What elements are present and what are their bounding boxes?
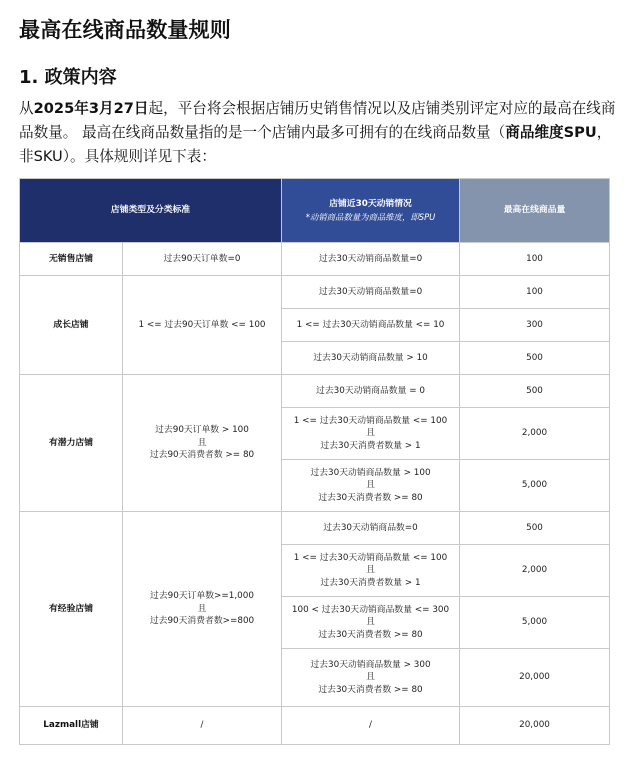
header-sales-activity — [282, 179, 460, 243]
criteria-line: 过去90天消费者数>=800 — [149, 616, 255, 627]
header-sales-note: *动销商品数量为商品维度，即SPU — [305, 211, 436, 222]
max-listings-cell: 20,000 — [460, 707, 610, 745]
sales-condition-cell — [282, 408, 460, 460]
max-listings-cell: 500 — [460, 375, 610, 408]
max-listings-cell: 100 — [460, 243, 610, 276]
sales-condition-line: 1 <= 过去30天动销商品数量 <= 100 — [293, 552, 448, 563]
sales-condition-line: 过去30天动销商品数量 > 100 — [310, 467, 431, 478]
sales-condition-line: 过去30天动销商品数量 > 300 — [310, 659, 431, 670]
rules-table — [19, 178, 610, 745]
store-type-cell: Lazmall店铺 — [20, 707, 123, 745]
intro-text-2: 起，平台将会根据店铺历史销售情况以及店铺类别评定对应的最高在线商品数量。 最高在线商品数量指的是一个店铺内最多可拥有的在线商品数量（ — [19, 100, 616, 141]
sales-condition-line: 且 — [366, 428, 375, 439]
table-row — [20, 375, 610, 408]
sales-condition-line: 1 <= 过去30天动销商品数量 <= 10 — [296, 319, 445, 330]
max-listings-cell: 500 — [460, 342, 610, 375]
intro-effective-date: 2025年3月27日 — [33, 100, 149, 117]
criteria-line: 1 <= 过去90天订单数 <= 100 — [138, 319, 266, 330]
sales-condition-cell — [282, 375, 460, 408]
sales-condition-line: 过去30天消费者数 >= 80 — [318, 684, 423, 695]
intro-paragraph — [19, 97, 619, 169]
sales-condition-cell — [282, 342, 460, 375]
sales-condition-line: 过去30天消费者数 >= 80 — [318, 492, 423, 503]
sales-condition-line: 100 < 过去30天动销商品数量 <= 300 — [291, 604, 450, 615]
criteria-line: 且 — [197, 603, 207, 614]
criteria-cell — [123, 512, 282, 707]
sales-condition-cell — [282, 276, 460, 309]
sales-condition-cell — [282, 309, 460, 342]
criteria-line: 过去90天消费者数 >= 80 — [149, 450, 255, 461]
sales-condition-line: 过去30天消费者数量 > 1 — [320, 577, 421, 588]
store-type-cell: 成长店铺 — [20, 276, 123, 375]
criteria-cell — [123, 243, 282, 276]
store-type-cell: 有潜力店铺 — [20, 375, 123, 512]
criteria-cell — [123, 375, 282, 512]
intro-spu-note: 商品维度SPU — [505, 124, 597, 141]
criteria-line: / — [200, 720, 204, 731]
sales-condition-line: 过去30天动销商品数量=0 — [318, 253, 423, 264]
sales-condition-line: 过去30天动销商品数量 = 0 — [316, 385, 425, 396]
header-max-listings: 最高在线商品量 — [460, 179, 610, 243]
criteria-cell — [123, 276, 282, 375]
sales-condition-cell — [282, 512, 460, 545]
store-type-cell: 无销售店铺 — [20, 243, 123, 276]
criteria-cell — [123, 707, 282, 745]
table-row — [20, 243, 610, 276]
sales-condition-line: 且 — [366, 617, 375, 628]
sales-condition-line: 过去30天动销商品数=0 — [323, 522, 418, 533]
sales-condition-line: 过去30天动销商品数量 > 10 — [313, 352, 428, 363]
table-row — [20, 707, 610, 745]
table-row — [20, 512, 610, 545]
criteria-line: 过去90天订单数=0 — [163, 253, 241, 264]
page-title: 最高在线商品数量规则 — [19, 18, 231, 42]
sales-condition-line: / — [369, 720, 372, 731]
sales-condition-line: 且 — [366, 480, 375, 491]
sales-condition-line: 过去30天消费者数量 > 1 — [320, 440, 421, 451]
criteria-line: 且 — [197, 437, 207, 448]
sales-condition-cell — [282, 460, 460, 512]
sales-condition-cell — [282, 707, 460, 745]
sales-condition-line: 且 — [366, 672, 375, 683]
table-row — [20, 276, 610, 309]
sales-condition-cell — [282, 597, 460, 649]
max-listings-cell: 2,000 — [460, 545, 610, 597]
header-store-type: 店铺类型及分类标准 — [20, 179, 282, 243]
criteria-line: 过去90天订单数>=1,000 — [150, 591, 254, 602]
sales-condition-cell — [282, 243, 460, 276]
max-listings-cell: 20,000 — [460, 649, 610, 707]
sales-condition-cell — [282, 545, 460, 597]
section-heading: 1. 政策内容 — [19, 67, 117, 88]
header-sales-main: 店铺近30天动销情况 — [329, 199, 412, 209]
intro-text-1: 从 — [19, 100, 34, 117]
max-listings-cell: 2,000 — [460, 408, 610, 460]
max-listings-cell: 100 — [460, 276, 610, 309]
store-type-cell: 有经验店铺 — [20, 512, 123, 707]
max-listings-cell: 300 — [460, 309, 610, 342]
criteria-line: 过去90天订单数 > 100 — [155, 425, 249, 436]
max-listings-cell: 5,000 — [460, 460, 610, 512]
table-header-row — [20, 179, 610, 243]
sales-condition-line: 且 — [366, 565, 375, 576]
max-listings-cell: 500 — [460, 512, 610, 545]
sales-condition-line: 1 <= 过去30天动销商品数量 <= 100 — [293, 415, 448, 426]
intro-text-3: ，非SKU）。具体规则详见下表： — [19, 124, 612, 165]
sales-condition-cell — [282, 649, 460, 707]
max-listings-cell: 5,000 — [460, 597, 610, 649]
sales-condition-line: 过去30天动销商品数量=0 — [318, 286, 423, 297]
sales-condition-line: 过去30天消费者数 >= 80 — [318, 629, 423, 640]
